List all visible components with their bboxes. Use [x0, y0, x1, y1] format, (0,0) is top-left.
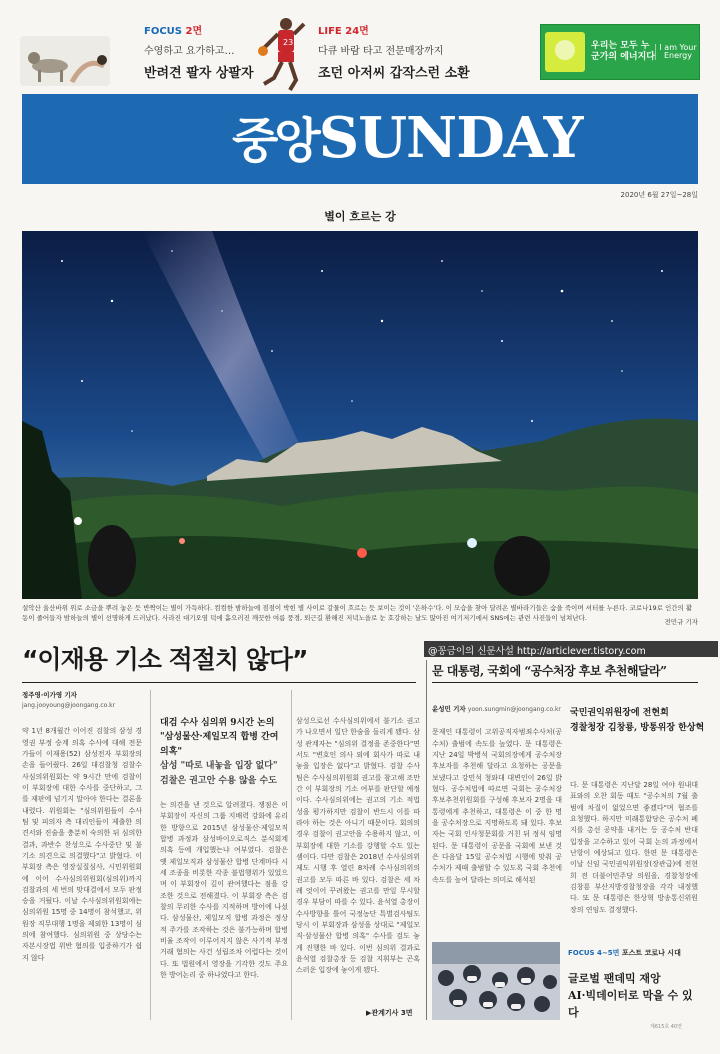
promo-title-life[interactable]: 조던 아저씨 갑작스런 소환	[318, 66, 470, 81]
main-column-1	[22, 690, 142, 1020]
svg-text:23: 23	[283, 38, 294, 47]
column-divider	[291, 690, 292, 1020]
photo-caption: 설악산 울산바위 위로 소금을 뿌려 놓은 듯 반짝이는 별이 가득하다. 컴컴한 밤하늘에 점점이 박힌 별 사이로 갈물이 흐르는 듯 보이는 것이 '은하수'다. 이 모습을 찾아 달려온 별바라기들은 숨을 죽이며 셔터를 누른다. 코로나19로 인간의 활동이 줄어들자 밤하늘의 별이 선명하게 드러났다. 사라진 대기오염 덕에 흩으러진 깨끗한 여름 풍경, 퇴근길 환해진 저녁노을로 눈 호강하는 날도 많아진 여기저기에서 SNS에는 관련 사진들이 넘쳐난다.	[22, 604, 693, 622]
main-body-3: 삼성으로선 수사심의위에서 불기소 권고가 나오면서 일단 한숨을 돌리게 됐다. 삼성 관계자는 "심의위 결정을 존중한다"면서도 "변호인 의사 외에 회사가 따로 내놓을 입장은 없다"고 밝혔다. 검찰 수사팀은 수사심의위원회 권고를 참고해 조만간 이 부회장의 기소 여부를 판단할 예정이다. 수사심의위에는 권고의 기소 적법성을 평가하지만 검찰이 반드시 이를 따라야 하는 것은 아니기 때문이다. 회의의 경우 검찰이 권고안을 수용하지 않고, 이 부회장에 대한 기소를 강행할 수도 있는 셈이다. 다만 검찰은 2018년 수사심의위 제도 시행 후 열린 8차례 수사심의위의 권고를 모두 따른 바 있다. 검찰은 세 차례 엇이어 꾸려왔는 권고를 만일 무시할 경우 부담이 따를 수 있다. 윤석열 총장이 수사방향을 틀어 국정농단 특별검사팀도 당시 이 부회장과 삼성을 상대로 "제일모직·삼성물산 합병 의혹" 수사를 검도 놓게 진행한 바 있다. 이번 심의위 결과로 윤석열 검찰총장 등 검찰 지휘부는 곤혹스러운 입장에 놓이게 됐다.	[296, 717, 420, 975]
side-subhead-line-2: 경찰청장 김창룡, 방통위장 한상혁	[570, 723, 705, 734]
main-headline[interactable]: “이재용 기소 적절치 않다”	[22, 645, 308, 674]
side-subhead-line-1: 국민권익위원장에 전현희	[570, 708, 669, 718]
side-headline[interactable]: 문 대통령, 국회에 “공수처장 후보 추천해달라”	[432, 664, 667, 678]
main-subhead-line-1: 대검 수사 심의위 9시간 논의	[160, 718, 275, 728]
main-subhead-line-4: 검찰은 권고안 수용 않을 수도	[160, 775, 277, 786]
promo-image-basketball[interactable]	[254, 14, 314, 94]
promo-image-dog-yoga[interactable]	[20, 36, 110, 86]
issue-date: 2020년 6월 27일~28일	[620, 191, 698, 199]
focus-title-line-2: AI·빅데이터로 막을 수 있다	[568, 989, 693, 1020]
jump-link[interactable]: ▶관계기사 3면	[366, 1009, 413, 1017]
photo-title: 별이 흐르는 강	[324, 210, 396, 223]
focus-title	[568, 970, 698, 1021]
focus-image-crowd	[432, 942, 560, 1020]
promo-kicker-focus: FOCUS 2면	[144, 26, 203, 37]
main-email: jang.jooyoung@joongang.co.kr	[22, 701, 116, 709]
side-email: yoon.sungmin@joongang.co.kr	[467, 706, 561, 713]
side-subhead	[570, 706, 704, 737]
ad-brand: I am Your Energy	[655, 44, 697, 61]
section-divider	[426, 660, 427, 1020]
promo-kicker-life: LIFE 24면	[318, 26, 369, 37]
ad-clover-icon	[545, 32, 585, 72]
main-body-2: 는 의견을 낸 것으로 알려졌다. 쟁점은 이 부회장이 자신의 그룹 지배력 강화에 유리한 방향으로 2015년 삼성물산·제일모직 합병 과정과 삼성바이오로직스 분식회계 의혹 등에 개입했는냐 여부였다. 검찰은 옛 제일모직과 삼성물산 합병 단계마다 시세 조종을 비롯한 각종 불법행위가 있었으며 이 부회장이 깊이 관여했다는 점을 강조한 것으로 전해졌다. 이 부회장 측은 검찰의 무리한 수사를 지적하며 방어에 나섰다. 삼성물산, 제일모직 합병 과정은 정상적 주가를 조작하는 것은 불가능하며 합병 비율 조작이 이루어지지 않은 사기적 부정거래 혐의는 사건 성립조차 어렵다는 것이다. 또 법원에서 영장을 기각한 것도 주요한 방어논리 중 하나였다고 한다.	[160, 801, 288, 979]
headline-rule	[22, 682, 416, 683]
advertisement[interactable]	[540, 24, 700, 80]
side-rule	[432, 682, 698, 683]
main-body-1: 약 1년 8개월간 이어진 검찰의 삼성 경영권 부정 승계 의혹 수사에 대해 전문가들이 이재용(52) 삼성전자 부회장의 손을 들어줬다. 26일 대검찰청 검찰수사심의위원회는 약 9시간 만에 검찰이 이 부회장에 대한 수사를 중단하고, 그를 재판에 넘기지 말아야 한다는 결론을 내렸다. 위원회는 "심의위원들이 수사팀 및 피의자 측 대리인들이 제출한 의견서와 진술을 충분히 숙의한 뒤 심의한 결과, 과반수 찬성으로 수사중단 및 불기소 의견으로 의결했다"고 밝혔다. 이 부회장 측은 영장실질심사, 시민위원회에 이어 수사심의위원회(심의위)까지 검찰과의 세 번의 맞대결에서 모두 판정승을 거뒀다. 이날 수사심의위원회에는 심의위원 15명 중 14명이 참석했고, 위원장 직무대행 1명을 제외한 13명이 심의에 참여했다. 심의위원 중 상당수는 자본시장법 위반 혐의를 입증하기가 쉽지 않다	[22, 727, 142, 962]
promo-band	[20, 14, 700, 84]
promo-subtitle-life: 다큐 바람 타고 전문매장까지	[318, 46, 444, 57]
page-label: 제615호 40면	[650, 1024, 682, 1030]
main-byline: 정주영·이가영 기자	[22, 691, 77, 699]
side-column-1	[432, 704, 562, 934]
photo-credit: 전민규 기자	[664, 618, 698, 626]
masthead-latin: SUNDAY	[318, 105, 583, 171]
watermark[interactable]: @꽁금이의 신문사설 http://articlever.tistory.com	[424, 641, 718, 657]
masthead[interactable]	[22, 94, 698, 184]
night-sky-photo[interactable]	[22, 231, 698, 599]
masthead-korean: 중앙	[232, 113, 317, 169]
masthead-title	[232, 102, 582, 171]
side-body-1: 문재인 대통령이 고위공직자범죄수사처(공수처) 출범에 속도를 높였다. 문 대통령은 지난 24일 박병석 국회의장에게 공수처장 후보자를 추천해 달라고 요청하는 공문을 보냈다고 강민석 청와대 대변인이 26일 밝혔다. 공수처법에 따르면 국회는 공수처장 후보추천위원회를 구성해 후보자 2명을 대통령에게 추천하고, 대통령은 이 중 한 명을 공수처장으로 지명하도록 돼 있다. 후보자는 국회 인사청문회를 거친 뒤 정식 임명된다. 문 대통령이 공문을 국회에 보낸 것은 다음달 15일 공수처법 시행에 맞춰 공수처가 제때 출범할 수 있도록 국회 추천에 속도를 높여 달라는 의미로 해석된	[432, 728, 562, 884]
focus-promo[interactable]	[432, 942, 698, 1020]
column-divider	[150, 690, 151, 1020]
promo-title-focus[interactable]: 반려견 팔자 상팔자	[144, 66, 254, 81]
side-body-2: 다. 문 대통령은 지난달 28일 여야 원내대표와의 오찬 회동 때도 "공수처의 7월 출범에 차질이 없었으면 좋겠다"며 협조를 요청했다. 하지만 미래통합당은 공수처 폐지를 총선 공약을 내거는 등 공수처 반대 입장을 고수하고 있어 국회 논의 과정에서 난항이 예상되고 있다. 한편 문 대통령은 이날 신임 국민권익위원장(장관급)에 전현희 전 더불어민주당 의원을, 경찰청장에 김창룡 부산지방경찰청장을 각각 내정했다. 또 문 대통령은 한상혁 방송통신위원장의 연임도 결정했다.	[570, 781, 698, 914]
side-byline: 윤성민 기자	[432, 705, 466, 713]
main-subhead	[160, 716, 288, 788]
focus-kicker: FOCUS 4~5면 포스트 코로나 시대	[568, 949, 681, 957]
main-subhead-line-2: "삼성물산·제일모직 합병 간여 의혹"	[160, 732, 279, 757]
ad-text: 우리는 모두 누군가의 에너지다	[591, 41, 655, 62]
main-subhead-line-3: 삼성 "따로 내놓을 입장 없다"	[160, 761, 278, 772]
promo-subtitle-focus: 수영하고 요가하고…	[144, 46, 235, 57]
focus-title-line-1: 글로벌 팬데믹 재앙	[568, 972, 661, 985]
